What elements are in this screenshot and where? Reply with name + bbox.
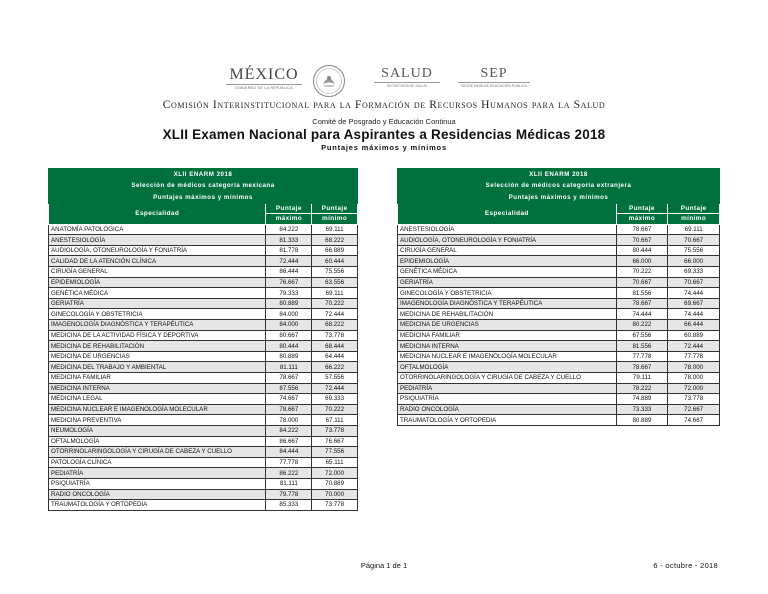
table-subheading-2: Puntajes máximos y mínimos [49, 192, 358, 204]
specialty-cell: GENÉTICA MÉDICA [398, 267, 617, 278]
min-score-cell: 66.444 [668, 320, 720, 331]
max-score-cell: 78.667 [266, 373, 312, 384]
min-score-cell: 69.333 [668, 267, 720, 278]
table-row [49, 404, 358, 415]
specialty-cell: GENÉTICA MÉDICA [49, 288, 266, 299]
max-score-cell: 72.444 [266, 256, 312, 267]
min-score-cell: 73.778 [312, 330, 358, 341]
max-score-cell: 81.556 [616, 288, 668, 299]
table-row [398, 320, 720, 331]
max-score-cell: 86.444 [266, 267, 312, 278]
max-score-cell: 67.556 [616, 330, 668, 341]
commission-title: Comisión Interinstitucional para la Formación de Recursos Humanos para la Salud [162, 99, 606, 111]
max-score-cell: 70.667 [616, 235, 668, 246]
specialty-cell: CIRUGÍA GENERAL [398, 245, 617, 256]
max-score-cell: 70.222 [616, 267, 668, 278]
table-row [398, 224, 720, 235]
min-score-cell: 72.444 [312, 309, 358, 320]
table-row [398, 362, 720, 373]
table-row [49, 224, 358, 235]
max-score-cell: 78.000 [266, 415, 312, 426]
document-date: 6 - octubre - 2018 [653, 561, 718, 570]
table-row [49, 500, 358, 511]
specialty-cell: MEDICINA INTERNA [398, 341, 617, 352]
max-score-cell: 81.333 [266, 235, 312, 246]
max-score-cell: 80.667 [266, 330, 312, 341]
specialty-cell: MEDICINA INTERNA [49, 383, 266, 394]
table-row [49, 394, 358, 405]
max-score-cell: 74.889 [616, 394, 668, 405]
max-score-cell: 81.111 [266, 478, 312, 489]
table-heading: XLII ENARM 2018 [398, 169, 720, 181]
column-header-especialidad: Especialidad [49, 203, 266, 224]
table-row [398, 288, 720, 299]
specialty-cell: NEUMOLOGÍA [49, 425, 266, 436]
specialty-cell: CIRUGÍA GENERAL [49, 267, 266, 278]
min-score-cell: 64.444 [312, 351, 358, 362]
table-row [398, 351, 720, 362]
specialty-cell: EPIDEMIOLOGÍA [49, 277, 266, 288]
min-score-cell: 73.778 [312, 500, 358, 511]
min-score-cell: 75.556 [312, 267, 358, 278]
table-row [398, 298, 720, 309]
column-header-max-2: máximo [266, 214, 312, 225]
sep-logo [458, 66, 530, 88]
document-title: XLII Examen Nacional para Aspirantes a Residencias Médicas 2018 [162, 127, 606, 142]
table-row [49, 478, 358, 489]
min-score-cell: 70.222 [312, 298, 358, 309]
min-score-cell: 72.000 [312, 468, 358, 479]
salud-logo-text: SALUD [381, 66, 433, 81]
max-score-cell: 87.556 [266, 383, 312, 394]
min-score-cell: 69.111 [668, 224, 720, 235]
max-score-cell: 81.778 [266, 245, 312, 256]
table-subheading-2: Puntajes máximos y mínimos [398, 192, 720, 204]
max-score-cell: 78.222 [616, 383, 668, 394]
min-score-cell: 74.444 [668, 309, 720, 320]
column-header-min-2: mínimo [312, 214, 358, 225]
table-row [49, 447, 358, 458]
max-score-cell: 81.111 [266, 362, 312, 373]
max-score-cell: 84.222 [266, 425, 312, 436]
table-row [398, 245, 720, 256]
table-row [49, 468, 358, 479]
min-score-cell: 66.000 [668, 256, 720, 267]
min-score-cell: 70.000 [312, 489, 358, 500]
table-subheading: Selección de médicos categoría mexicana [49, 180, 358, 192]
min-score-cell: 66.889 [312, 245, 358, 256]
column-header-max-2: máximo [616, 214, 668, 225]
min-score-cell: 67.111 [312, 415, 358, 426]
specialty-cell: AUDIOLOGÍA, OTONEUROLOGÍA Y FONIATRÍA [49, 245, 266, 256]
table-row [49, 320, 358, 331]
min-score-cell: 66.222 [312, 362, 358, 373]
table-row [49, 383, 358, 394]
sep-logo-subtext: SECRETARÍA DE EDUCACIÓN PÚBLICA [458, 82, 530, 88]
specialty-cell: IMAGENOLOGÍA DIAGNÓSTICA Y TERAPÉUTICA [49, 320, 266, 331]
specialty-cell: GERIATRÍA [49, 298, 266, 309]
table-row [398, 394, 720, 405]
min-score-cell: 63.556 [312, 277, 358, 288]
sep-logo-text: SEP [480, 66, 508, 81]
min-score-cell: 78.000 [668, 362, 720, 373]
min-score-cell: 68.222 [312, 320, 358, 331]
min-score-cell: 70.667 [668, 235, 720, 246]
specialty-cell: RADIO ONCOLOGÍA [398, 404, 617, 415]
max-score-cell: 84.222 [266, 224, 312, 235]
table-row [49, 373, 358, 384]
max-score-cell: 80.444 [266, 341, 312, 352]
table-row [398, 330, 720, 341]
max-score-cell: 70.667 [616, 277, 668, 288]
specialty-cell: TRAUMATOLOGÍA Y ORTOPEDIA [398, 415, 617, 426]
specialty-cell: MEDICINA DE URGENCIAS [398, 320, 617, 331]
committee-name: Comité de Posgrado y Educación Continua [312, 117, 456, 126]
min-score-cell: 69.111 [312, 224, 358, 235]
specialty-cell: MEDICINA FAMILIAR [398, 330, 617, 341]
min-score-cell: 68.222 [312, 235, 358, 246]
min-score-cell: 75.556 [668, 245, 720, 256]
column-header-min: Puntaje [668, 203, 720, 214]
specialty-cell: MEDICINA DE URGENCIAS [49, 351, 266, 362]
table-row [398, 277, 720, 288]
specialty-cell: IMAGENOLOGÍA DIAGNÓSTICA Y TERAPÉUTICA [398, 298, 617, 309]
max-score-cell: 80.889 [266, 351, 312, 362]
table-row [49, 277, 358, 288]
max-score-cell: 78.667 [616, 362, 668, 373]
table-row [49, 256, 358, 267]
min-score-cell: 74.667 [668, 415, 720, 426]
table-row [49, 235, 358, 246]
specialty-cell: MEDICINA DEL TRABAJO Y AMBIENTAL [49, 362, 266, 373]
max-score-cell: 84.444 [266, 447, 312, 458]
table-row [398, 341, 720, 352]
max-score-cell: 86.222 [266, 468, 312, 479]
column-header-especialidad: Especialidad [398, 203, 617, 224]
column-header-min: Puntaje [312, 203, 358, 214]
table-body [398, 224, 720, 425]
max-score-cell: 78.667 [616, 224, 668, 235]
table-row [49, 288, 358, 299]
min-score-cell: 77.556 [312, 447, 358, 458]
table-row [398, 373, 720, 384]
min-score-cell: 73.778 [312, 425, 358, 436]
specialty-cell: TRAUMATOLOGÍA Y ORTOPEDIA [49, 500, 266, 511]
min-score-cell: 69.111 [312, 288, 358, 299]
max-score-cell: 81.556 [616, 341, 668, 352]
min-score-cell: 72.444 [668, 341, 720, 352]
table-row [398, 256, 720, 267]
specialty-cell: ANATOMÍA PATOLÓGICA [49, 224, 266, 235]
min-score-cell: 68.444 [312, 341, 358, 352]
specialty-cell: MEDICINA LEGAL [49, 394, 266, 405]
max-score-cell: 79.778 [266, 489, 312, 500]
specialty-cell: MEDICINA NUCLEAR E IMAGENOLOGÍA MOLECULAR [398, 351, 617, 362]
specialty-cell: ANESTESIOLOGÍA [398, 224, 617, 235]
foreign-category-table [397, 168, 720, 426]
table-row [49, 330, 358, 341]
specialty-cell: PATOLOGÍA CLÍNICA [49, 457, 266, 468]
specialty-cell: GINECOLOGÍA Y OBSTETRICIA [49, 309, 266, 320]
max-score-cell: 86.667 [266, 436, 312, 447]
min-score-cell: 76.667 [312, 436, 358, 447]
salud-logo [374, 66, 440, 88]
specialty-cell: PSIQUIATRÍA [398, 394, 617, 405]
specialty-cell: MEDICINA DE LA ACTIVIDAD FÍSICA Y DEPORTIVA [49, 330, 266, 341]
table-row [49, 436, 358, 447]
table-row [398, 415, 720, 426]
min-score-cell: 78.000 [668, 373, 720, 384]
table-row [49, 309, 358, 320]
specialty-cell: MEDICINA DE REHABILITACIÓN [398, 309, 617, 320]
min-score-cell: 60.889 [668, 330, 720, 341]
max-score-cell: 85.333 [266, 500, 312, 511]
table-row [49, 267, 358, 278]
max-score-cell: 80.444 [616, 245, 668, 256]
max-score-cell: 80.889 [616, 415, 668, 426]
max-score-cell: 74.667 [266, 394, 312, 405]
specialty-cell: OTORRINOLARINGOLOGÍA Y CIRUGÍA DE CABEZA Y CUELLO [398, 373, 617, 384]
min-score-cell: 69.667 [668, 298, 720, 309]
specialty-cell: GERIATRÍA [398, 277, 617, 288]
salud-logo-subtext: SECRETARÍA DE SALUD [374, 82, 440, 88]
specialty-cell: MEDICINA NUCLEAR E IMAGENOLOGÍA MOLECULAR [49, 404, 266, 415]
specialty-cell: PEDIATRÍA [49, 468, 266, 479]
min-score-cell: 60.444 [312, 256, 358, 267]
table-row [49, 341, 358, 352]
specialty-cell: OFTALMOLOGÍA [49, 436, 266, 447]
specialty-cell: OFTALMOLOGÍA [398, 362, 617, 373]
max-score-cell: 77.778 [616, 351, 668, 362]
max-score-cell: 78.667 [616, 298, 668, 309]
min-score-cell: 72.000 [668, 383, 720, 394]
min-score-cell: 57.556 [312, 373, 358, 384]
table-heading: XLII ENARM 2018 [49, 169, 358, 181]
max-score-cell: 73.333 [616, 404, 668, 415]
table-row [398, 235, 720, 246]
specialty-cell: ANESTESIOLOGÍA [49, 235, 266, 246]
table-row [49, 351, 358, 362]
table-row [49, 457, 358, 468]
min-score-cell: 69.333 [312, 394, 358, 405]
min-score-cell: 72.444 [312, 383, 358, 394]
page-number: Página 1 de 1 [360, 561, 408, 570]
max-score-cell: 78.667 [266, 404, 312, 415]
max-score-cell: 79.111 [616, 373, 668, 384]
specialty-cell: PSIQUIATRÍA [49, 478, 266, 489]
min-score-cell: 70.667 [668, 277, 720, 288]
table-row [49, 362, 358, 373]
specialty-cell: AUDIOLOGÍA, OTONEUROLOGÍA Y FONIATRÍA [398, 235, 617, 246]
mexico-logo [226, 66, 302, 90]
max-score-cell: 74.444 [616, 309, 668, 320]
table-subheading: Selección de médicos categoría extranjera [398, 180, 720, 192]
min-score-cell: 70.222 [312, 404, 358, 415]
min-score-cell: 72.667 [668, 404, 720, 415]
table-row [49, 415, 358, 426]
min-score-cell: 74.444 [668, 288, 720, 299]
min-score-cell: 70.889 [312, 478, 358, 489]
mexico-logo-text: MÉXICO [229, 66, 299, 83]
table-row [49, 489, 358, 500]
specialty-cell: RADIO ONCOLOGÍA [49, 489, 266, 500]
min-score-cell: 77.778 [668, 351, 720, 362]
table-row [398, 309, 720, 320]
table-row [49, 425, 358, 436]
max-score-cell: 80.889 [266, 298, 312, 309]
max-score-cell: 80.222 [616, 320, 668, 331]
max-score-cell: 66.000 [616, 256, 668, 267]
specialty-cell: MEDICINA DE REHABILITACIÓN [49, 341, 266, 352]
max-score-cell: 77.778 [266, 457, 312, 468]
column-header-max: Puntaje [616, 203, 668, 214]
specialty-cell: OTORRINOLARINGOLOGÍA Y CIRUGÍA DE CABEZA Y CUELLO [49, 447, 266, 458]
national-seal-icon [312, 64, 346, 98]
table-row [398, 267, 720, 278]
logo-bar [0, 64, 768, 98]
specialty-cell: MEDICINA PREVENTIVA [49, 415, 266, 426]
max-score-cell: 76.667 [266, 277, 312, 288]
mexico-logo-subtext: GOBIERNO DE LA REPÚBLICA [226, 84, 302, 90]
table-body [49, 224, 358, 510]
document-subtitle: Puntajes máximos y mínimos [321, 143, 447, 152]
specialty-cell: MEDICINA FAMILIAR [49, 373, 266, 384]
table-row [398, 404, 720, 415]
specialty-cell: CALIDAD DE LA ATENCIÓN CLÍNICA [49, 256, 266, 267]
min-score-cell: 73.778 [668, 394, 720, 405]
max-score-cell: 84.000 [266, 309, 312, 320]
column-header-max: Puntaje [266, 203, 312, 214]
specialty-cell: EPIDEMIOLOGÍA [398, 256, 617, 267]
column-header-min-2: mínimo [668, 214, 720, 225]
max-score-cell: 84.000 [266, 320, 312, 331]
table-row [398, 383, 720, 394]
mexican-category-table [48, 168, 358, 511]
specialty-cell: GINECOLOGÍA Y OBSTETRICIA [398, 288, 617, 299]
max-score-cell: 79.333 [266, 288, 312, 299]
min-score-cell: 65.111 [312, 457, 358, 468]
table-row [49, 245, 358, 256]
table-row [49, 298, 358, 309]
specialty-cell: PEDIATRÍA [398, 383, 617, 394]
